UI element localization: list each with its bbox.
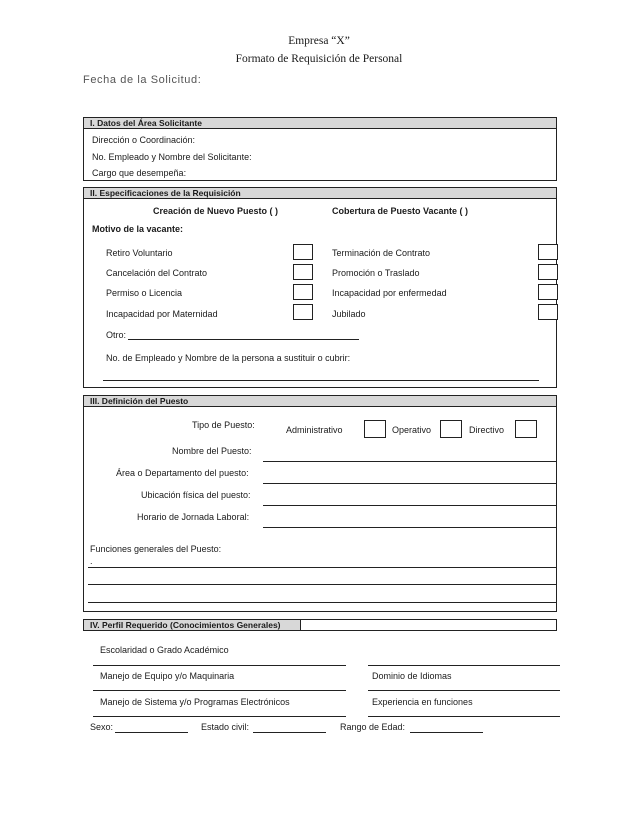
type-executive-checkbox[interactable] (515, 420, 537, 438)
section-3-title: III. Definición del Puesto (83, 395, 557, 407)
functions-line-2[interactable] (88, 584, 557, 585)
education-input-line-right[interactable] (368, 665, 560, 666)
replace-input-line[interactable] (103, 380, 539, 381)
section-1-title: I. Datos del Área Solicitante (83, 117, 557, 129)
type-operative-checkbox[interactable] (440, 420, 462, 438)
schedule-label: Horario de Jornada Laboral: (137, 512, 250, 522)
reason-retired-label: Jubilado (332, 309, 366, 319)
department-label: Área o Departamento del puesto: (116, 468, 249, 478)
option-vacancy[interactable]: Cobertura de Puesto Vacante ( ) (332, 206, 469, 216)
section-4-title: IV. Perfil Requerido (Conocimientos Generales) (83, 619, 301, 631)
systems-input-line[interactable] (93, 716, 346, 717)
reason-maternity-checkbox[interactable] (293, 304, 313, 320)
location-label: Ubicación física del puesto: (141, 490, 251, 500)
replace-label: No. de Empleado y Nombre de la persona a sustituir o cubrir: (106, 353, 351, 363)
sex-label: Sexo: (90, 722, 114, 732)
equipment-label: Manejo de Equipo y/o Maquinaria (100, 671, 235, 681)
functions-line-3[interactable] (88, 602, 557, 603)
age-range-input-line[interactable] (410, 732, 483, 733)
languages-label: Dominio de Idiomas (372, 671, 452, 681)
reason-termination-label: Terminación de Contrato (332, 248, 431, 258)
other-label: Otro: (106, 330, 127, 340)
age-range-label: Rango de Edad: (340, 722, 406, 732)
department-input-line[interactable] (263, 483, 557, 484)
reason-label: Motivo de la vacante: (92, 224, 184, 234)
section-2-title: II. Especificaciones de la Requisición (83, 187, 557, 199)
reason-voluntary-checkbox[interactable] (293, 244, 313, 260)
type-operative-label: Operativo (392, 425, 432, 435)
experience-input-line[interactable] (368, 716, 560, 717)
reason-termination-checkbox[interactable] (538, 244, 558, 260)
reason-cancellation-checkbox[interactable] (293, 264, 313, 280)
type-executive-label: Directivo (469, 425, 505, 435)
position-field-label: Cargo que desempeña: (92, 168, 187, 178)
option-new-position[interactable]: Creación de Nuevo Puesto ( ) (153, 206, 279, 216)
reason-promotion-checkbox[interactable] (538, 264, 558, 280)
company-name: Empresa “X” (288, 35, 350, 47)
reason-promotion-label: Promoción o Traslado (332, 268, 420, 278)
other-input-line[interactable] (128, 339, 359, 340)
education-label: Escolaridad o Grado Académico (100, 645, 229, 655)
reason-cancellation-label: Cancelación del Contrato (106, 268, 208, 278)
schedule-input-line[interactable] (263, 527, 557, 528)
type-administrative-label: Administrativo (286, 425, 343, 435)
request-date-label: Fecha de la Solicitud: (83, 74, 202, 86)
reason-illness-checkbox[interactable] (538, 284, 558, 300)
position-name-input-line[interactable] (263, 461, 557, 462)
requester-field-label: No. Empleado y Nombre del Solicitante: (92, 152, 252, 162)
languages-input-line[interactable] (368, 690, 560, 691)
reason-illness-label: Incapacidad por enfermedad (332, 288, 447, 298)
civil-status-input-line[interactable] (253, 732, 326, 733)
reason-leave-checkbox[interactable] (293, 284, 313, 300)
type-administrative-checkbox[interactable] (364, 420, 386, 438)
reason-leave-label: Permiso o Licencia (106, 288, 183, 298)
civil-status-label: Estado civil: (201, 722, 250, 732)
education-input-line[interactable] (93, 665, 346, 666)
form-title: Formato de Requisición de Personal (235, 53, 403, 65)
sex-input-line[interactable] (115, 732, 188, 733)
equipment-input-line[interactable] (93, 690, 346, 691)
location-input-line[interactable] (263, 505, 557, 506)
systems-label: Manejo de Sistema y/o Programas Electrónicos (100, 697, 290, 707)
functions-line-1[interactable] (88, 567, 557, 568)
reason-retired-checkbox[interactable] (538, 304, 558, 320)
position-name-label: Nombre del Puesto: (172, 446, 252, 456)
position-type-label: Tipo de Puesto: (192, 420, 255, 430)
functions-label: Funciones generales del Puesto: (90, 544, 222, 554)
reason-voluntary-label: Retiro Voluntario (106, 248, 173, 258)
direction-field-label: Dirección o Coordinación: (92, 135, 196, 145)
functions-mark: . (90, 556, 93, 566)
reason-maternity-label: Incapacidad por Maternidad (106, 309, 218, 319)
experience-label: Experiencia en funciones (372, 697, 473, 707)
